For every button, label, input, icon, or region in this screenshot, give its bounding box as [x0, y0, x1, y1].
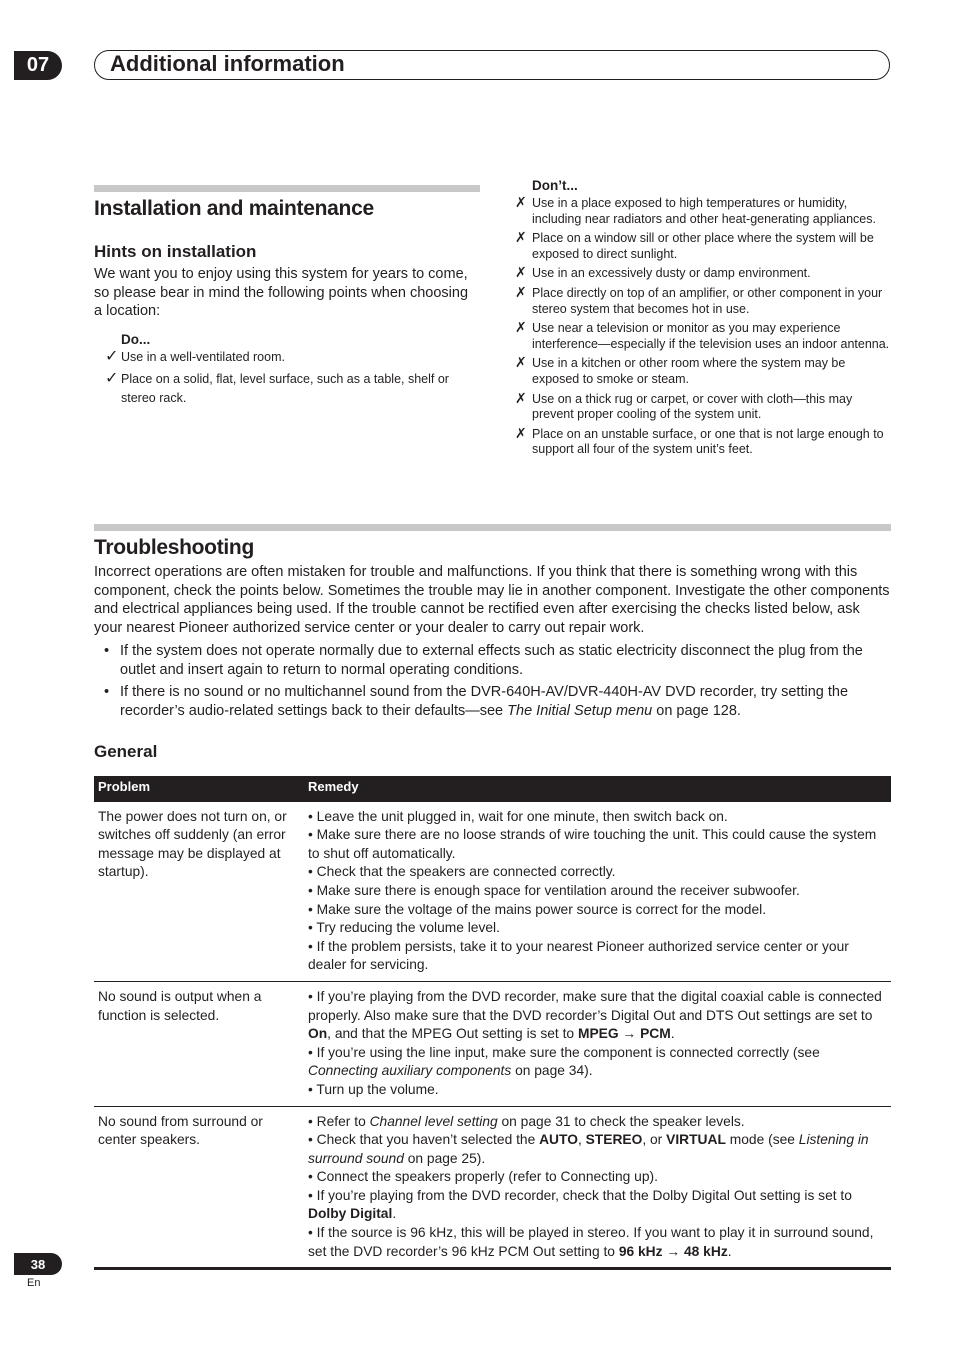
language-code: En [27, 1277, 41, 1289]
list-item: ✗ Use in an excessively dusty or damp environment. [515, 264, 811, 281]
hints-heading: Hints on installation [94, 242, 257, 261]
list-item: ✗ Use in a kitchen or other room where the system may be exposed to smoke or steam. [515, 354, 846, 386]
list-item: ✗ Place on a window sill or other place where the system will be exposed to direct sunlight. [515, 229, 874, 261]
list-item: ✓ Place on a solid, flat, level surface, such as a table, shelf or stereo rack. [105, 370, 449, 405]
list-item: • If there is no sound or no multichannel sound from the DVR-640H-AV/DVR-440H-AV DVD recorder, try setting the recorder’s audio-related settings back to their defaults—see The Initial Setup menu on page 128. [104, 684, 849, 719]
section-rule [94, 524, 891, 531]
remedy-cell: • If you’re playing from the DVD recorder, make sure that the digital coaxial cable is connected properly. Also make sure that the DVD recorder’s Digital Out and DTS Out settings are set to On, and that the MPEG Out setting is set to MPEG → PCM. • If you’re using the line input, make sure the component is connected correctly (see Connecting auxiliary components on page 34). • Turn up the volume. [304, 981, 891, 1106]
cross-icon: ✗ [515, 194, 527, 210]
cross-icon: ✗ [515, 424, 527, 441]
do-list [105, 348, 481, 411]
chapter-title: Additional information [110, 51, 345, 76]
check-icon: ✓ [105, 348, 119, 365]
problem-cell: No sound is output when a function is selected. [94, 981, 304, 1106]
table-row [94, 802, 891, 982]
chapter-number: 07 [26, 54, 50, 76]
col-remedy: Remedy [304, 776, 891, 802]
cross-icon: ✗ [515, 319, 527, 336]
troubleshooting-table [94, 776, 891, 1270]
table-row [94, 1106, 891, 1269]
cross-icon: ✗ [515, 354, 527, 371]
do-heading: Do... [121, 332, 151, 347]
list-item: • If the system does not operate normally due to external effects such as static electricity disconnect the plug from the outlet and insert again to return to normal operating conditions. [104, 643, 863, 678]
col-problem: Problem [94, 776, 304, 802]
section-rule [94, 185, 480, 192]
installation-heading: Installation and maintenance [94, 197, 374, 220]
table-header-row [94, 776, 891, 802]
cross-icon: ✗ [515, 229, 527, 246]
cross-icon: ✗ [515, 389, 527, 406]
list-item: ✗ Use on a thick rug or carpet, or cover with cloth—this may prevent proper cooling of the system unit. [515, 389, 853, 422]
list-item: ✗ Place directly on top of an amplifier, or other component in your stereo system that becomes hot in use. [515, 283, 883, 316]
dont-list [515, 196, 891, 462]
list-item: ✓ Use in a well-ventilated room. [105, 348, 285, 365]
page-number-badge [14, 1253, 62, 1275]
remedy-cell: • Leave the unit plugged in, wait for one minute, then switch back on. • Make sure there are no loose strands of wire touching the unit. This could cause the system to shut off automatically. • Check that the speakers are connected correctly. • Make sure there is enough space for ventilation around the receiver subwoofer. • Make sure the voltage of the mains power source is correct for the model. • Try reducing the volume level. • If the problem persists, take it to your nearest Pioneer authorized service center or your dealer for servicing. [304, 802, 891, 982]
table-row [94, 981, 891, 1106]
troubleshooting-intro: Incorrect operations are often mistaken for trouble and malfunctions. If you think that there is something wrong with this component, check the points below. Sometimes the trouble may lie in another component. Investigate the other components and electrical appliances being used. If the trouble cannot be rectified even after exercising the checks listed below, ask your nearest Pioneer authorized service center or your dealer to carry out repair work. [94, 564, 890, 636]
troubleshooting-bullets [94, 642, 891, 724]
list-item: ✗ Place on an unstable surface, or one that is not large enough to support all four of the system unit’s feet. [515, 424, 884, 457]
dont-heading: Don’t... [532, 178, 578, 193]
page-number: 38 [30, 1256, 46, 1272]
list-item: ✗ Use in a place exposed to high temperatures or humidity, including near radiators and other heat-generating appliances. [515, 194, 876, 226]
hints-intro: We want you to enjoy using this system for years to come, so please bear in mind the following points when choosing a location: [94, 266, 469, 320]
cross-icon: ✗ [515, 283, 527, 300]
troubleshooting-heading: Troubleshooting [94, 536, 254, 559]
remedy-cell: • Refer to Channel level setting on page 31 to check the speaker levels. • Check that you haven’t selected the AUTO, STEREO, or VIRTUAL mode (see Listening in surround sound on page 25). • Connect the speakers properly (refer to Connecting up). • If you’re playing from the DVD recorder, check that the Dolby Digital Out setting is set to Dolby Digital. • If the source is 96 kHz, this will be played in stereo. If you want to play it in surround sound, set the DVD recorder’s 96 kHz PCM Out setting to 96 kHz → 48 kHz. [304, 1106, 891, 1269]
list-item: ✗ Use near a television or monitor as you may experience interference—especially if the television uses an indoor antenna. [515, 319, 890, 351]
general-heading: General [94, 742, 158, 761]
problem-cell: The power does not turn on, or switches off suddenly (an error message may be displayed at startup). [94, 802, 304, 982]
problem-cell: No sound from surround or center speakers. [94, 1106, 304, 1269]
cross-icon: ✗ [515, 264, 527, 281]
check-icon: ✓ [105, 370, 119, 387]
chapter-number-badge [14, 51, 62, 80]
